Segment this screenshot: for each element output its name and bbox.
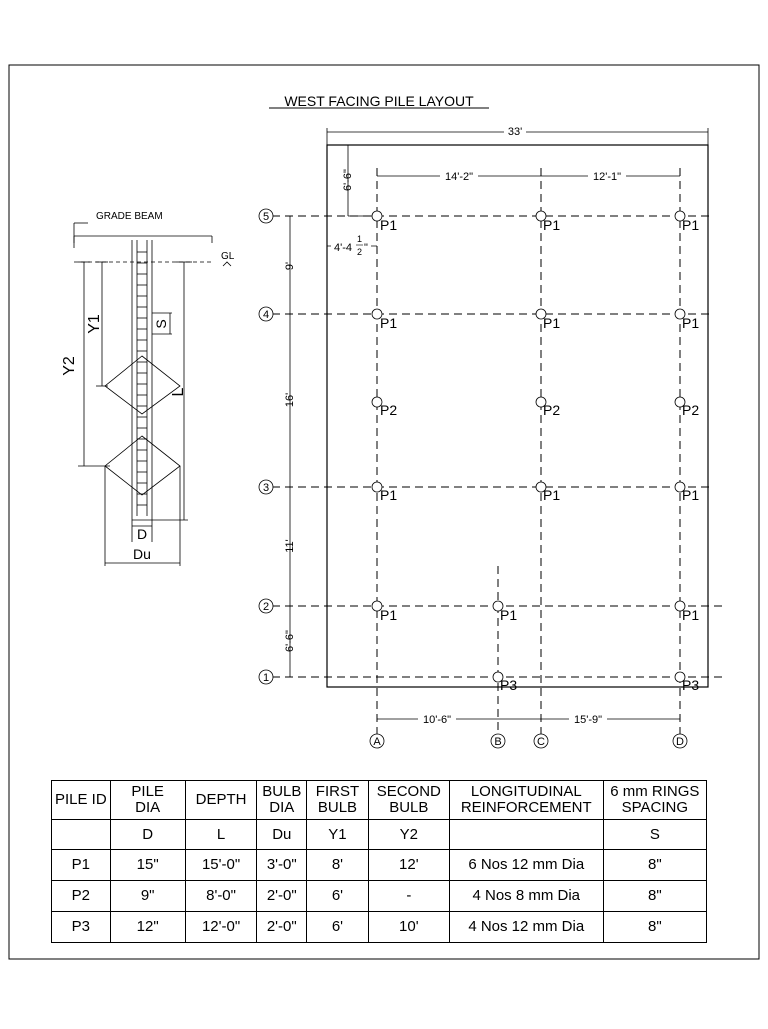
table-cell: P2 <box>52 881 111 912</box>
ring-group <box>137 252 147 505</box>
grade-beam-label: GRADE BEAM <box>96 211 163 222</box>
pile-label: P1 <box>380 217 398 233</box>
pile-label: P2 <box>543 402 561 418</box>
row-label-3: 3 <box>262 482 270 494</box>
pile-label: P1 <box>543 487 561 503</box>
dim-cd-bottom: 15'-9" <box>573 714 603 726</box>
symbol-cell: S <box>603 820 706 850</box>
table-cell: P1 <box>52 850 111 881</box>
table-cell: 2'-0" <box>257 881 307 912</box>
pile-label: P1 <box>682 487 700 503</box>
table-cell: 6' <box>307 881 369 912</box>
header-cell: PILE DIA <box>110 781 185 820</box>
symbol-cell: L <box>185 820 257 850</box>
pile-label: P1 <box>682 315 700 331</box>
table-cell: 15" <box>110 850 185 881</box>
col-label-c: C <box>537 736 545 748</box>
dim-row-5-4: 9' <box>284 261 296 271</box>
label-d: D <box>136 526 148 542</box>
header-cell: SECOND BULB <box>368 781 449 820</box>
row-label-2: 2 <box>262 601 270 613</box>
label-y2: Y2 <box>61 356 78 376</box>
pile-section-detail <box>74 223 231 566</box>
header-cell: DEPTH <box>185 781 257 820</box>
dim-left-offset: 4'-4 <box>334 242 352 254</box>
pile-label: P1 <box>543 217 561 233</box>
label-y1: Y1 <box>86 314 103 334</box>
label-s: S <box>153 319 169 329</box>
row-label-5: 5 <box>262 211 270 223</box>
table-cell: 12'-0" <box>185 912 257 943</box>
header-cell: FIRST BULB <box>307 781 369 820</box>
header-cell: 6 mm RINGS SPACING <box>603 781 706 820</box>
table-symbol-row <box>52 820 707 850</box>
pile-label: P1 <box>500 607 518 623</box>
under-reamed-bulb-1 <box>105 356 180 414</box>
table-cell: 4 Nos 12 mm Dia <box>449 912 603 943</box>
pile-label: P1 <box>380 487 398 503</box>
pile-label: P1 <box>682 217 700 233</box>
col-label-d: D <box>676 736 684 748</box>
symbol-cell: Y1 <box>307 820 369 850</box>
dim-row-3-2: 11' <box>284 539 296 553</box>
label-du: Du <box>133 546 151 562</box>
table-cell: 6' <box>307 912 369 943</box>
dim-ab-bottom: 10'-6" <box>422 714 452 726</box>
symbol-cell: D <box>110 820 185 850</box>
symbol-cell <box>449 820 603 850</box>
table-row <box>52 850 707 881</box>
dim-overall-width: 33' <box>507 126 523 138</box>
row-label-1: 1 <box>262 672 270 684</box>
under-reamed-bulb-2 <box>105 436 180 495</box>
pile-schedule-table <box>51 780 707 943</box>
pile-label: P1 <box>543 315 561 331</box>
dim-left-offset-num: 1 <box>357 234 363 244</box>
table-row <box>52 881 707 912</box>
col-label-a: A <box>373 736 381 748</box>
table-cell: 10' <box>368 912 449 943</box>
pile-label: P2 <box>682 402 700 418</box>
table-cell: 8' <box>307 850 369 881</box>
drawing-title: WEST FACING PILE LAYOUT <box>284 93 474 109</box>
pile-label: P1 <box>380 315 398 331</box>
pile-label: P1 <box>682 607 700 623</box>
label-l: L <box>170 387 187 397</box>
table-cell: 4 Nos 8 mm Dia <box>449 881 603 912</box>
table-cell: 12" <box>110 912 185 943</box>
pile-label: P3 <box>682 677 700 693</box>
table-cell: 2'-0" <box>257 912 307 943</box>
table-cell: 8" <box>603 881 706 912</box>
table-cell: 6 Nos 12 mm Dia <box>449 850 603 881</box>
table-cell: 9" <box>110 881 185 912</box>
header-cell: BULB DIA <box>257 781 307 820</box>
dim-row-4-3: 16' <box>284 392 296 408</box>
dim-left-offset-den: 2 <box>357 247 363 257</box>
table-cell: 8'-0" <box>185 881 257 912</box>
dim-cd-top: 12'-1" <box>592 171 622 183</box>
pile-label: P1 <box>380 607 398 623</box>
symbol-cell <box>52 820 111 850</box>
col-label-b: B <box>494 736 502 748</box>
table-header-row <box>52 781 707 820</box>
dim-ab-top: 14'-2" <box>444 171 474 183</box>
table-cell: - <box>368 881 449 912</box>
table-cell: 12' <box>368 850 449 881</box>
header-cell: PILE ID <box>52 781 111 820</box>
dim-left-offset-end: " <box>364 242 368 254</box>
dim-row-2-1: 6'-6" <box>284 630 296 652</box>
gl-marker <box>223 262 231 266</box>
table-cell: 3'-0" <box>257 850 307 881</box>
symbol-cell: Y2 <box>368 820 449 850</box>
table-cell: 15'-0" <box>185 850 257 881</box>
dim-top-offset: 6'-6" <box>342 169 354 191</box>
pile-label: P3 <box>500 677 518 693</box>
table-cell: 8" <box>603 912 706 943</box>
pile-label: P2 <box>380 402 398 418</box>
header-cell: LONGITUDINAL REINFORCEMENT <box>449 781 603 820</box>
row-label-4: 4 <box>262 309 270 321</box>
table-row <box>52 912 707 943</box>
table-cell: 8" <box>603 850 706 881</box>
symbol-cell: Du <box>257 820 307 850</box>
table-cell: P3 <box>52 912 111 943</box>
gl-label: GL <box>221 251 235 262</box>
